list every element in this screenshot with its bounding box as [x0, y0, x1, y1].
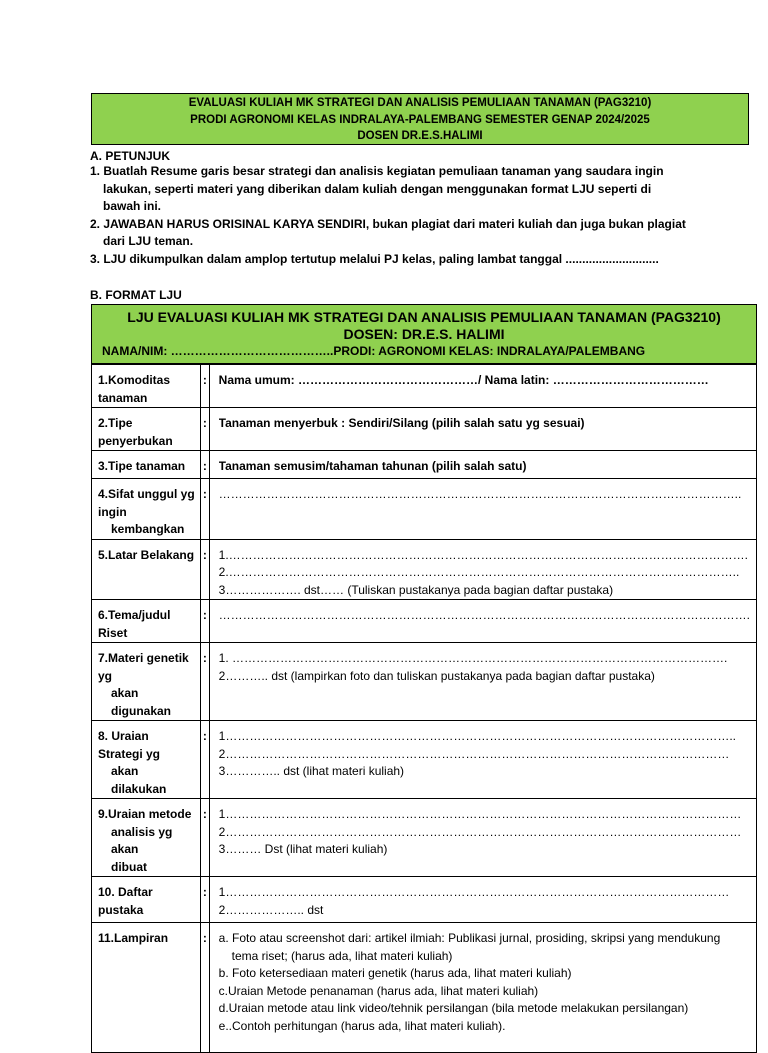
row-value-line: 1.…………………………………………………………………………………………………………………. — [218, 547, 748, 562]
row-label — [92, 451, 201, 479]
row-value[interactable] — [209, 408, 756, 451]
row-colon: : — [201, 721, 209, 799]
row-value-line: 3………………. dst…… (Tuliskan pustakanya pada bagian daftar pustaka) — [218, 582, 614, 597]
row-colon: : — [201, 479, 209, 540]
row-value-line: Tanaman semusim/tahaman tahunan (pilih salah satu) — [218, 459, 527, 473]
row-value-line: 1……………………………………………………………………………………………………………….. — [218, 729, 736, 743]
row-value[interactable] — [209, 643, 756, 721]
row-value[interactable] — [209, 923, 756, 1053]
lju-row — [92, 539, 757, 600]
row-colon: : — [201, 799, 209, 877]
row-value-line: ………………………………………………………………………………………………………………….. — [218, 487, 742, 501]
row-value-line: Tanaman menyerbuk : Sendiri/Silang (pilih salah satu yg sesuai) — [218, 416, 585, 430]
row-label — [92, 877, 201, 923]
petunjuk-item-1: 1. Buatlah Resume garis besar strategi dan analisis kegiatan pemuliaan tanaman yang saudara ingin lakukan, seperti materi yang diberikan dalam kuliah dengan menggunakan format LJU seperti di bawah ini. — [90, 164, 664, 213]
lju-title: LJU EVALUASI KULIAH MK STRATEGI DAN ANALISIS PEMULIAAN TANAMAN (PAG3210) — [127, 309, 721, 325]
lju-row — [92, 365, 757, 408]
lju-dosen: DOSEN: DR.E.S. HALIMI — [343, 326, 505, 342]
row-value-line: Nama umum: ………………………………………/ Nama latin: ………………………………… — [218, 373, 709, 387]
row-value-line: c.Uraian Metode penanaman (harus ada, lihat materi kuliah) — [218, 983, 539, 998]
row-label-line: kembangkan — [111, 522, 185, 536]
row-colon: : — [201, 923, 209, 1053]
row-value[interactable] — [209, 721, 756, 799]
lju-row — [92, 408, 757, 451]
row-label — [92, 923, 201, 1053]
section-b-title: B. FORMAT LJU — [90, 288, 182, 302]
row-value-line: d.Uraian metode atau link video/tehnik persilangan (bila metode melakukan persilangan) — [218, 1001, 689, 1015]
header-line-1: EVALUASI KULIAH MK STRATEGI DAN ANALISIS PEMULIAAN TANAMAN (PAG3210) — [188, 97, 652, 109]
row-label — [92, 539, 201, 600]
lju-form-table — [91, 364, 757, 1053]
row-value[interactable] — [209, 877, 756, 923]
row-label-line: 6.Tema/judul Riset — [98, 608, 171, 640]
row-label-line: analisis yg akan — [111, 824, 173, 856]
lju-row — [92, 721, 757, 799]
row-label-line: 8. Uraian Strategi yg — [98, 729, 161, 761]
row-label-line: 5.Latar Belakang — [98, 547, 195, 562]
lju-row — [92, 877, 757, 923]
row-value-line: 2………………………………………………………………………………………………………………… — [218, 824, 742, 839]
row-value-line: 3………….. dst (lihat materi kuliah) — [218, 764, 405, 778]
row-colon: : — [201, 539, 209, 600]
row-label-line: 9.Uraian metode — [98, 807, 192, 821]
row-label — [92, 479, 201, 540]
row-value-line: 2.……………………………………………………………………………………………………………….. — [218, 565, 740, 579]
row-value-line: 3……… Dst (lihat materi kuliah) — [218, 842, 388, 856]
header-line-3: DOSEN DR.E.S.HALIMI — [357, 130, 483, 142]
row-label-line: 7.Materi genetik yg — [98, 651, 189, 683]
row-label-line: dibuat — [111, 859, 147, 874]
row-label-line: 1.Komoditas tanaman — [98, 373, 171, 405]
row-value-line: 1. ……………………………………………………………………………………………………………. — [218, 651, 728, 665]
row-label — [92, 365, 201, 408]
lju-row — [92, 479, 757, 540]
lju-row — [92, 600, 757, 643]
row-label — [92, 799, 201, 877]
petunjuk-list — [90, 163, 690, 268]
petunjuk-item-2: 2. JAWABAN HARUS ORISINAL KARYA SENDIRI, bukan plagiat dari materi kuliah dan juga bukan plagiat dari LJU teman. — [90, 216, 686, 248]
row-label — [92, 408, 201, 451]
row-colon: : — [201, 643, 209, 721]
header-line-2: PRODI AGRONOMI KELAS INDRALAYA-PALEMBANG SEMESTER GENAP 2024/2025 — [190, 113, 650, 126]
row-colon: : — [201, 408, 209, 451]
section-a-title: A. PETUNJUK — [90, 149, 171, 163]
lju-nama-line: NAMA/NIM: …………………………………..PRODI: AGRONOMI KELAS: INDRALAYA/PALEMBANG — [102, 344, 646, 358]
lju-row — [92, 799, 757, 877]
row-value-line: a. Foto atau screenshot dari: artikel ilmiah: Publikasi jurnal, prosiding, skripsi yang mendukung tema riset; (harus ada, lihat materi kuliah) — [218, 931, 721, 963]
document-header — [91, 93, 749, 145]
row-value-line: e..Contoh perhitungan (harus ada, lihat materi kuliah). — [218, 1018, 506, 1033]
row-value-line: b. Foto ketersediaan materi genetik (harus ada, lihat materi kuliah) — [218, 966, 572, 980]
row-label-line: 11.Lampiran — [98, 931, 169, 945]
row-colon: : — [201, 600, 209, 643]
row-value[interactable] — [209, 799, 756, 877]
lju-row — [92, 451, 757, 479]
row-value[interactable] — [209, 479, 756, 540]
row-label — [92, 643, 201, 721]
row-value[interactable] — [209, 451, 756, 479]
lju-row — [92, 643, 757, 721]
row-value[interactable] — [209, 539, 756, 600]
row-value-line: 1……………………………………………………………………………………………………………… — [218, 885, 730, 899]
row-value-line: ……………………………………………………………………………………………………………………. — [218, 608, 750, 622]
row-colon: : — [201, 365, 209, 408]
lju-row — [92, 923, 757, 1053]
row-label — [92, 721, 201, 799]
row-value[interactable] — [209, 365, 756, 408]
row-value[interactable] — [209, 600, 756, 643]
row-label-line: 10. Daftar pustaka — [98, 885, 153, 917]
row-value-line: 2……………………………………………………………………………………………………………… — [218, 746, 730, 761]
row-label-line: akan dilakukan — [111, 764, 167, 796]
row-label — [92, 600, 201, 643]
petunjuk-item-3: 3. LJU dikumpulkan dalam amplop tertutup melalui PJ kelas, paling lambat tanggal ............................ — [90, 251, 659, 266]
row-colon: : — [201, 877, 209, 923]
row-label-line: 3.Tipe tanaman — [98, 459, 186, 473]
row-value-line: 2……………….. dst — [218, 902, 324, 917]
row-label-line: 2.Tipe penyerbukan — [98, 416, 173, 448]
row-value-line: 1………………………………………………………………………………………………………………… — [218, 807, 742, 821]
row-label-line: 4.Sifat unggul yg ingin — [98, 487, 195, 519]
lju-header — [91, 304, 757, 364]
row-colon: : — [201, 451, 209, 479]
row-label-line: akan digunakan — [111, 686, 172, 718]
row-value-line: 2……….. dst (lampirkan foto dan tuliskan pustakanya pada bagian daftar pustaka) — [218, 668, 655, 683]
